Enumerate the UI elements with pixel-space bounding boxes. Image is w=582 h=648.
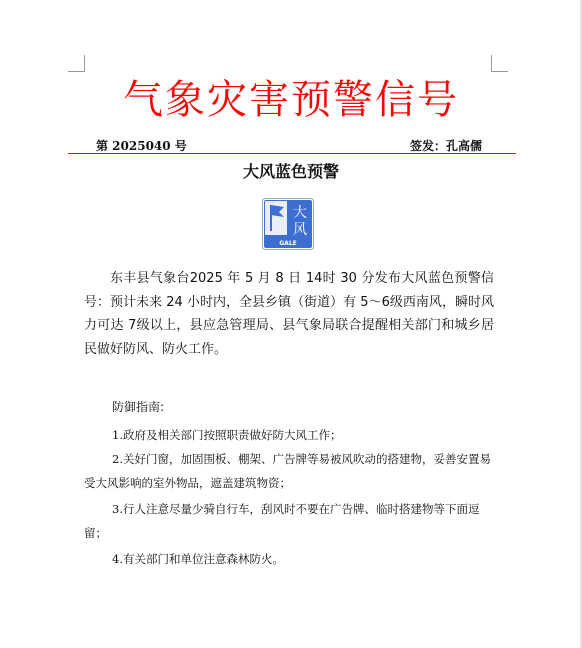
guide-item: 1.政府及相关部门按照职责做好防大风工作；: [112, 428, 342, 442]
warning-title: 大风蓝色预警: [242, 162, 339, 181]
guide-item: 4.有关部门和单位注意森林防火。: [112, 552, 284, 566]
guide-item: 2.关好门窗，加固围板、棚架、广告牌等易被风吹动的搭建物，妥善安置易受大风影响的室外物品，遮盖建筑物资；: [84, 452, 491, 490]
document-title: 气象灾害预警信号: [123, 77, 459, 123]
document-number: 第 2025040 号: [96, 139, 187, 153]
body-paragraph: 东丰县气象台2025 年 5 月 8 日 14时 30 分发布大风蓝色预警信号：预计未来 24 小时内，全县乡镇（街道）有 5～6级西南风，瞬时风力可达 7级以上，县应急管理局、县气象局联合提醒相关部门和城乡居民做好防风、防火工作。: [84, 271, 494, 357]
guide-heading: 防御指南:: [112, 400, 165, 414]
guide-item: 3.行人注意尽量少骑自行车，刮风时不要在广告牌、临时搭建物等下面逗留；: [84, 502, 480, 540]
signer: 签发：孔高儒: [409, 139, 482, 153]
icon-chars-top: 大: [293, 205, 307, 221]
icon-chars-bottom: 风: [293, 222, 307, 238]
icon-label: GALE: [279, 240, 297, 247]
red-divider: [68, 153, 516, 154]
gale-blue-warning-icon: [262, 198, 314, 250]
